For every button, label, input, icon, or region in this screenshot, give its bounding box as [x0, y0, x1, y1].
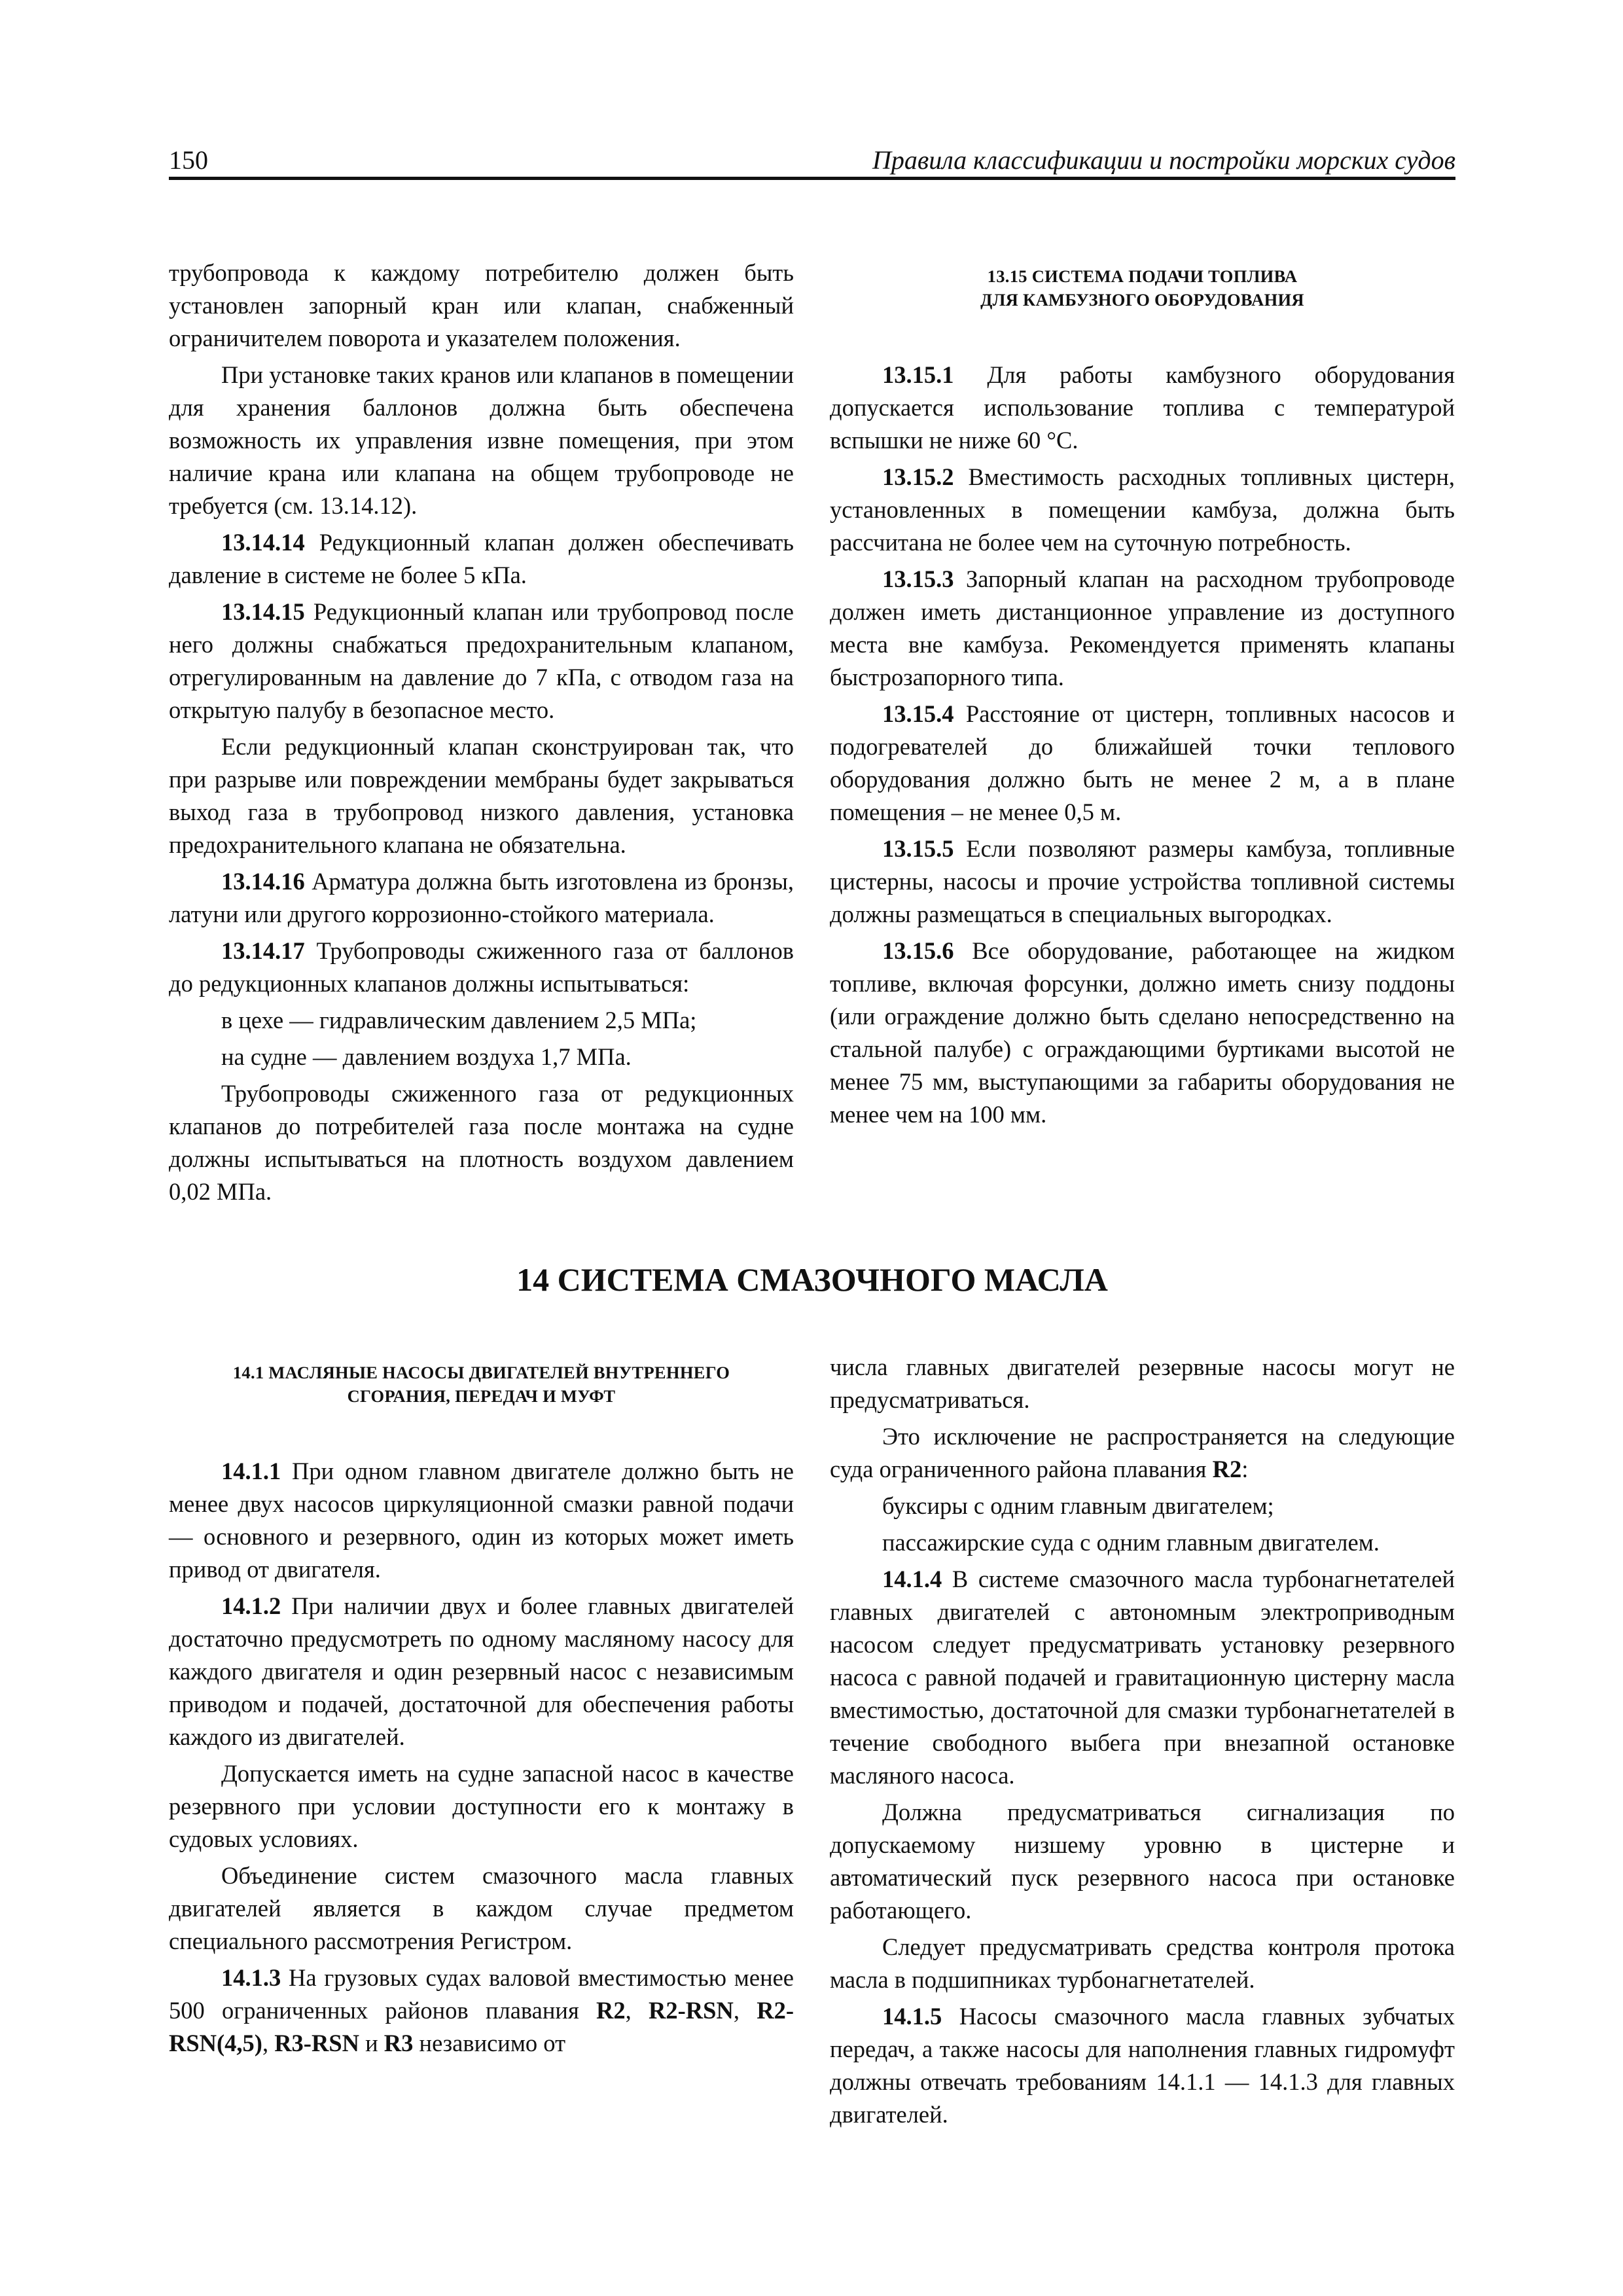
paragraph-13-15-6 [830, 935, 1455, 1131]
clause-number: 13.14.16 [221, 868, 305, 895]
clause-text: Вместимость расходных топливных цистерн, установленных в помещении камбуза, должна быть рассчитана не более чем на суточную потребность. [830, 463, 1455, 556]
section-heading-14-1 [169, 1361, 794, 1408]
clause-number: 13.15.4 [882, 700, 954, 727]
clause-text: Это исключение не распространяется на следующие суда ограниченного района плавания [830, 1423, 1455, 1482]
clause-number: 14.1.2 [221, 1592, 281, 1619]
heading-line: ДЛЯ КАМБУЗНОГО ОБОРУДОВАНИЯ [980, 290, 1304, 310]
separator: , [262, 2030, 275, 2056]
area-code: R2-RSN(4,5) [169, 1997, 794, 2056]
running-header-title: Правила классификации и постройки морских судов [872, 145, 1455, 175]
clause-number: 13.14.14 [221, 529, 305, 556]
area-code: R2 [1212, 1456, 1242, 1482]
clause-text: При одном главном двигателе должно быть не менее двух насосов циркуляционной смазки равной подачи — основного и резервного, один из которых может иметь привод от двигателя. [169, 1458, 794, 1583]
clause-number: 14.1.4 [882, 1566, 942, 1592]
right-column-top [830, 257, 1455, 1131]
paragraph [830, 1420, 1455, 1486]
clause-number: 13.15.3 [882, 565, 954, 592]
clause-number: 13.14.15 [221, 598, 305, 625]
clause-number: 13.14.17 [221, 937, 305, 964]
paragraph-14-1-3 [169, 1962, 794, 2060]
clause-number: 13.15.5 [882, 835, 954, 862]
clause-text: В системе смазочного масла турбонагнетателей главных двигателей с автономным электроприводным насосом следует предусматривать установку резервного насоса с равной подачей и гравитационную цистерну масла вместимостью, достаточной для смазки турбонагнетателей в течение свободного выбега при внезапной остановке масляного насоса. [830, 1566, 1455, 1789]
paragraph-13-15-5 [830, 833, 1455, 931]
paragraph-13-14-14 [169, 526, 794, 592]
paragraph-13-14-15 [169, 596, 794, 726]
clause-text: Насосы смазочного масла главных зубчатых передач, а также насосы для наполнения главных гидромуфт должны отвечать требованиям 14.1.1 — 14.1.3 для главных двигателей. [830, 2003, 1455, 2128]
separator: , [625, 1997, 649, 2024]
page-number: 150 [169, 145, 208, 175]
heading-line: 14.1 МАСЛЯНЫЕ НАСОСЫ ДВИГАТЕЛЕЙ ВНУТРЕННЕГО [232, 1363, 730, 1382]
right-column-bottom [830, 1351, 1455, 2131]
paragraph-14-1-5 [830, 2000, 1455, 2131]
clause-text: На грузовых судах валовой вместимостью менее 500 ограниченных районов плавания [169, 1964, 794, 2024]
paragraph-13-15-3 [830, 563, 1455, 694]
clause-text: : [1241, 1456, 1249, 1482]
header-rule [169, 177, 1455, 180]
clause-number: 14.1.1 [221, 1458, 281, 1484]
clause-number: 13.15.6 [882, 937, 954, 964]
clause-text: Расстояние от цистерн, топливных насосов и подогревателей до ближайшей точки теплового оборудования должно быть не менее 2 м, а в плане помещения – не менее 0,5 м. [830, 700, 1455, 825]
chapter-title: 14 СИСТЕМА СМАЗОЧНОГО МАСЛА [516, 1261, 1108, 1298]
heading-line: 13.15 СИСТЕМА ПОДАЧИ ТОПЛИВА [987, 266, 1298, 286]
clause-text: Запорный клапан на расходном трубопроводе должен иметь дистанционное управление из доступного места вне камбуза. Рекомендуется применять клапаны быстрозапорного типа. [830, 565, 1455, 691]
paragraph: Допускается иметь на судне запасной насос в качестве резервного при условии доступности его к монтажу в судовых условиях. [169, 1760, 794, 1852]
conjunction: и [359, 2030, 384, 2056]
clause-number: 14.1.5 [882, 2003, 942, 2030]
paragraph-14-1-1 [169, 1455, 794, 1586]
heading-line: СГОРАНИЯ, ПЕРЕДАЧ И МУФТ [347, 1386, 616, 1406]
clause-text: Арматура должна быть изготовлена из бронзы, латуни или другого коррозионно-стойкого материала. [169, 868, 794, 927]
paragraph: Должна предусматриваться сигнализация по допускаемому низшему уровню в цистерне и автоматический пуск резервного насоса при остановке работающего. [830, 1799, 1455, 1924]
section-heading-13-15 [830, 264, 1455, 312]
clause-number: 14.1.3 [221, 1964, 281, 1991]
paragraph-13-15-1 [830, 359, 1455, 457]
clause-text: независимо от [413, 2030, 566, 2056]
paragraph: Трубопроводы сжиженного газа от редукционных клапанов до потребителей газа после монтажа на судне должны испытываться на плотность воздухом давлением 0,02 МПа. [169, 1080, 794, 1205]
clause-text: Редукционный клапан должен обеспечивать давление в системе не более 5 кПа. [169, 529, 794, 588]
paragraph-13-15-2 [830, 461, 1455, 559]
list-item: на судне — давлением воздуха 1,7 МПа. [221, 1043, 632, 1070]
left-column-bottom [169, 1358, 794, 2060]
paragraph: Следует предусматривать средства контроля протока масла в подшипниках турбонагнетателей. [830, 1933, 1455, 1993]
area-code: R3-RSN [274, 2030, 359, 2056]
clause-text: При наличии двух и более главных двигателей достаточно предусмотреть по одному масляному насосу для каждого двигателя и один резервный насос с независимым приводом и подачей, достаточной для обеспечения работы каждого из двигателей. [169, 1592, 794, 1750]
paragraph-13-14-16 [169, 865, 794, 931]
area-code: R2-RSN [649, 1997, 734, 2024]
clause-text: Трубопроводы сжиженного газа от баллонов до редукционных клапанов должны испытываться: [169, 937, 794, 997]
clause-text: Все оборудование, работающее на жидком топливе, включая форсунки, должно иметь снизу поддоны (или ограждение должно быть сделано непосредственно на стальной палубе) с ограждающими буртиками высотой не менее 75 мм, выступающими за габариты оборудования не менее чем на 100 мм. [830, 937, 1455, 1128]
left-column-top [169, 257, 794, 1208]
paragraph-13-15-4 [830, 698, 1455, 829]
list-item: пассажирские суда с одним главным двигателем. [882, 1529, 1380, 1556]
clause-number: 13.15.1 [882, 361, 954, 388]
paragraph-14-1-4 [830, 1563, 1455, 1792]
clause-text: Для работы камбузного оборудования допускается использование топлива с температурой вспышки не ниже 60 °С. [830, 361, 1455, 454]
paragraph: При установке таких кранов или клапанов в помещении для хранения баллонов должна быть обеспечена возможность их управления извне помещения, при этом наличие крана или клапана на общем трубопроводе не требуется (см. 13.14.12). [169, 361, 794, 519]
paragraph-14-1-2 [169, 1590, 794, 1753]
paragraph: Объединение систем смазочного масла главных двигателей является в каждом случае предметом специального рассмотрения Регистром. [169, 1862, 794, 1954]
separator: , [733, 1997, 757, 2024]
clause-text: Редукционный клапан или трубопровод после него должны снабжаться предохранительным клапаном, отрегулированным на давление до 7 кПа, с отводом газа на открытую палубу в безопасное место. [169, 598, 794, 723]
paragraph-13-14-17 [169, 935, 794, 1000]
clause-number: 13.15.2 [882, 463, 954, 490]
paragraph: трубопровода к каждому потребителю должен быть установлен запорный кран или клапан, снабженный ограничителем поворота и указателем положения. [169, 259, 794, 351]
area-code: R3 [383, 2030, 414, 2056]
list-item: буксиры с одним главным двигателем; [882, 1492, 1274, 1519]
area-code: R2 [596, 1997, 626, 2024]
clause-text: Если позволяют размеры камбуза, топливные цистерны, насосы и прочие устройства топливной системы должны размещаться в специальных выгородках. [830, 835, 1455, 927]
list-item: в цехе — гидравлическим давлением 2,5 МПа; [221, 1007, 697, 1033]
paragraph: Если редукционный клапан сконструирован так, что при разрыве или повреждении мембраны будет закрываться выход газа в трубопровод низкого давления, установка предохранительного клапана не обязательна. [169, 733, 794, 858]
paragraph: числа главных двигателей резервные насосы могут не предусматриваться. [830, 1354, 1455, 1413]
